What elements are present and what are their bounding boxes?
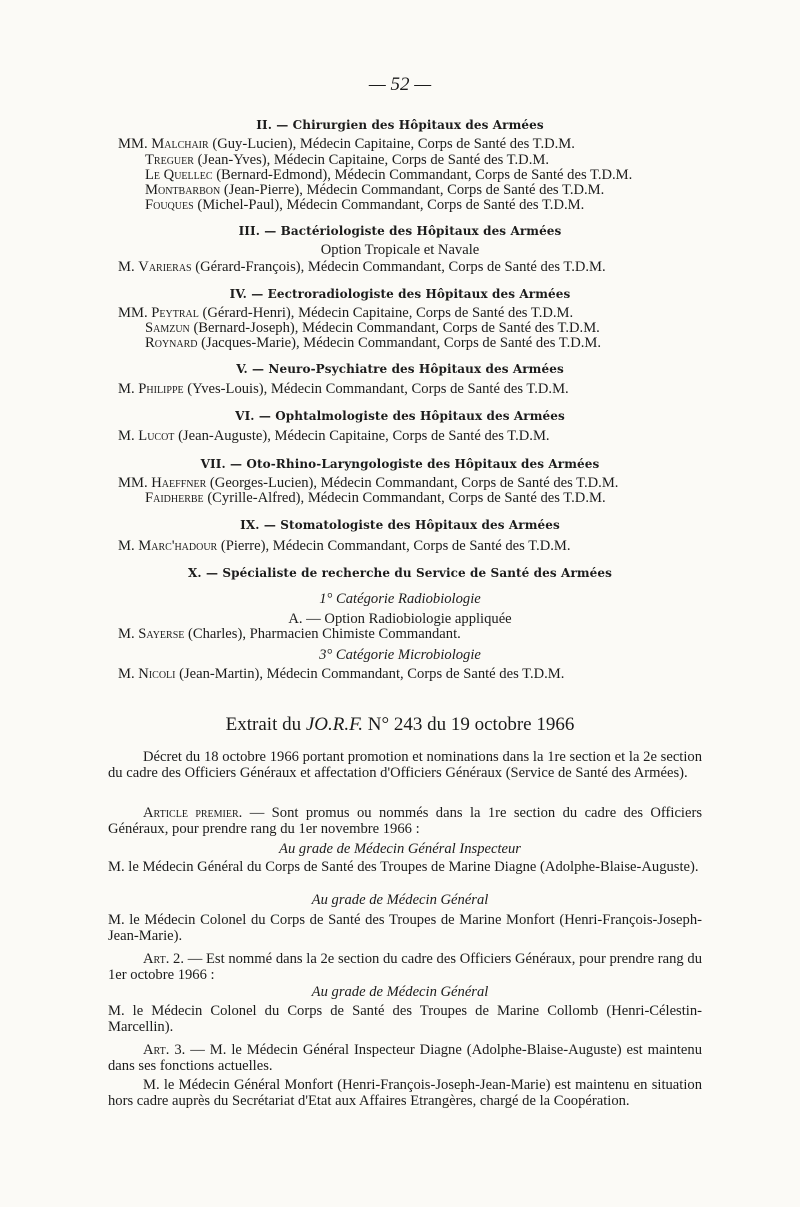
section-heading-ix: IX. — Stomatologiste des Hôpitaux des Armées xyxy=(240,518,560,532)
article-label: Art. 3. xyxy=(143,1042,186,1058)
grade-entry: M. le Médecin Colonel du Corps de Santé des Troupes de Marine Collomb (Henri-Célestin-Marcellin). xyxy=(108,1003,702,1035)
article-label: Article premier. xyxy=(143,805,243,821)
surname: Lucot xyxy=(138,428,175,444)
surname: Varieras xyxy=(138,259,192,275)
surname: Le Quellec xyxy=(145,167,213,183)
grade-entry: M. le Médecin Général du Corps de Santé des Troupes de Marine Diagne (Adolphe-Blaise-Auguste). xyxy=(108,859,699,875)
surname: Sayerse xyxy=(138,626,185,642)
surname: Malchair xyxy=(151,136,209,152)
article-2: Art. 2. — Est nommé dans la 2e section du cadre des Officiers Généraux, pour prendre rang du 1er octobre 1966 : xyxy=(108,951,702,983)
grade-heading: Au grade de Médecin Général Inspecteur xyxy=(279,841,521,857)
final-paragraph: M. le Médecin Général Monfort (Henri-François-Joseph-Jean-Marie) est maintenu en situation hors cadre auprès du Secrétariat d'Etat aux Affaires Etrangères, chargé de la Coopération. xyxy=(108,1077,702,1109)
surname: Montbarbon xyxy=(145,182,221,198)
section-heading-x: X. — Spécialiste de recherche du Service de Santé des Armées xyxy=(187,566,612,580)
surname: Peytral xyxy=(151,305,199,321)
category-line: 3° Catégorie Microbiologie xyxy=(319,647,481,663)
entry-line: M. Philippe (Yves-Louis), Médecin Commandant, Corps de Santé des T.D.M. xyxy=(118,381,569,397)
section-heading-ii: II. — Chirurgien des Hôpitaux des Armées xyxy=(256,118,544,132)
article-1: Article premier. — Sont promus ou nommés dans la 1re section du cadre des Officiers Généraux, pour prendre rang du 1er novembre 1966 : xyxy=(108,805,702,837)
grade-heading: Au grade de Médecin Général xyxy=(311,984,489,1000)
surname: Marc'hadour xyxy=(138,538,218,554)
surname: Samzun xyxy=(145,320,190,336)
section-heading-v: V. — Neuro-Psychiatre des Hôpitaux des Armées xyxy=(236,362,564,376)
grade-entry: M. le Médecin Colonel du Corps de Santé des Troupes de Marine Monfort (Henri-François-Joseph-Jean-Marie). xyxy=(108,912,702,944)
entry-line: Montbarbon (Jean-Pierre), Médecin Commandant, Corps de Santé des T.D.M. xyxy=(145,182,605,198)
page-number: — 52 — xyxy=(368,74,432,95)
surname: Fouques xyxy=(145,197,194,213)
entry-line: M. Lucot (Jean-Auguste), Médecin Capitaine, Corps de Santé des T.D.M. xyxy=(118,428,550,444)
extrait-heading: Extrait du JO.R.F. N° 243 du 19 octobre 1966 xyxy=(225,714,575,735)
grade-heading: Au grade de Médecin Général xyxy=(311,892,489,908)
entry-line: Faidherbe (Cyrille-Alfred), Médecin Commandant, Corps de Santé des T.D.M. xyxy=(145,490,606,506)
entry-line: Treguer (Jean-Yves), Médecin Capitaine, Corps de Santé des T.D.M. xyxy=(145,152,549,168)
entry-line: M. Varieras (Gérard-François), Médecin Commandant, Corps de Santé des T.D.M. xyxy=(118,259,606,275)
article-3: Art. 3. — M. le Médecin Général Inspecteur Diagne (Adolphe-Blaise-Auguste) est maintenu dans ses fonctions actuelles. xyxy=(108,1042,702,1074)
entry-line: M. Nicoli (Jean-Martin), Médecin Commandant, Corps de Santé des T.D.M. xyxy=(118,666,565,682)
section-heading-vii: VII. — Oto-Rhino-Laryngologiste des Hôpitaux des Armées xyxy=(200,457,600,471)
entry-line: MM. Haeffner (Georges-Lucien), Médecin Commandant, Corps de Santé des T.D.M. xyxy=(118,475,619,491)
surname: Roynard xyxy=(145,335,198,351)
surname: Nicoli xyxy=(138,666,176,682)
surname: Philippe xyxy=(138,381,184,397)
entry-line: Fouques (Michel-Paul), Médecin Commandant, Corps de Santé des T.D.M. xyxy=(145,197,585,213)
entry-line: Samzun (Bernard-Joseph), Médecin Commandant, Corps de Santé des T.D.M. xyxy=(145,320,600,336)
entry-line: M. Marc'hadour (Pierre), Médecin Commandant, Corps de Santé des T.D.M. xyxy=(118,538,571,554)
entry-line: M. Sayerse (Charles), Pharmacien Chimiste Commandant. xyxy=(118,626,461,642)
section-heading-iv: IV. — Eectroradiologiste des Hôpitaux des Armées xyxy=(229,287,571,301)
article-label: Art. 2. xyxy=(143,951,185,967)
decree-intro: Décret du 18 octobre 1966 portant promotion et nominations dans la 1re section et la 2e section du cadre des Officiers Généraux et affectation d'Officiers Généraux (Service de Santé des Armées). xyxy=(108,749,702,781)
surname: Haeffner xyxy=(151,475,207,491)
entry-line: MM. Malchair (Guy-Lucien), Médecin Capitaine, Corps de Santé des T.D.M. xyxy=(118,136,575,152)
journal-name: JO.R.F. xyxy=(305,714,364,735)
entry-line: Le Quellec (Bernard-Edmond), Médecin Commandant, Corps de Santé des T.D.M. xyxy=(145,167,633,183)
category-line: 1° Catégorie Radiobiologie xyxy=(319,591,481,607)
section-heading-vi: VI. — Ophtalmologiste des Hôpitaux des Armées xyxy=(235,409,565,423)
section-heading-iii: III. — Bactériologiste des Hôpitaux des Armées xyxy=(238,224,562,238)
surname: Faidherbe xyxy=(145,490,204,506)
entry-line: Roynard (Jacques-Marie), Médecin Commandant, Corps de Santé des T.D.M. xyxy=(145,335,602,351)
surname: Treguer xyxy=(145,152,194,168)
option-line: Option Tropicale et Navale xyxy=(320,242,480,258)
entry-line: MM. Peytral (Gérard-Henri), Médecin Capitaine, Corps de Santé des T.D.M. xyxy=(118,305,574,321)
option-line: A. — Option Radiobiologie appliquée xyxy=(288,611,512,627)
